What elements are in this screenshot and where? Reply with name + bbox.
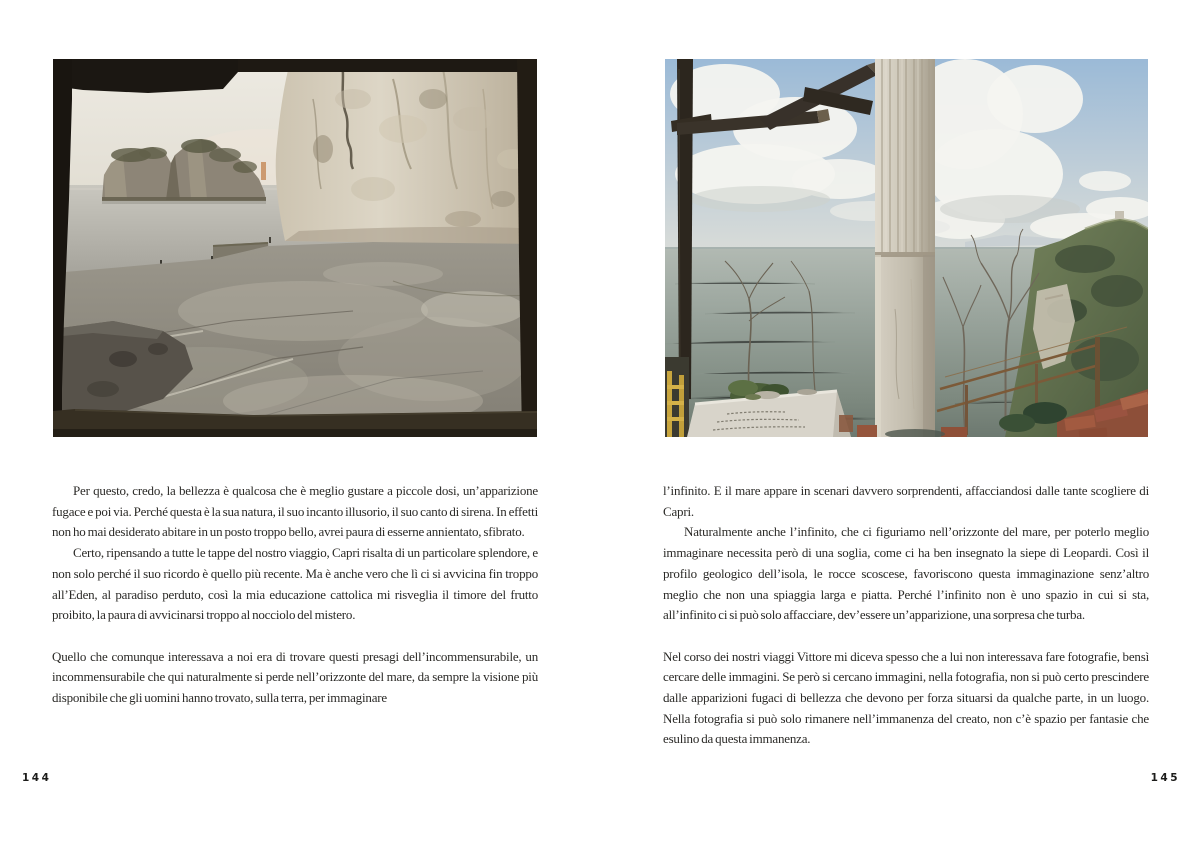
limestone-cliff	[276, 59, 537, 245]
body-text-left	[52, 481, 538, 709]
paragraph: Per questo, credo, la bellezza è qualcosa che è meglio gustare a piccole dosi, un’apparizione fugace e poi via. Perché questa è la sua natura, il suo incanto illusorio, il suo canto di sirena. In effetti non ho mai desiderato abitare in un posto troppo bello, avrei paura di esserne annientato, sfibrato.	[52, 483, 538, 540]
page-number-right: 145	[1150, 772, 1180, 784]
faraglioni-terrace-photo	[53, 59, 537, 437]
page-number-left: 144	[22, 772, 52, 784]
paragraph: Certo, ripensando a tutte le tappe del nostro viaggio, Capri risalta di un particolare splendore, e non solo perché il suo ricordo è quello più recente. Ma è anche vero che lì ci si avvicina fin troppo all’Eden, al paradiso perduto, così la mia educazione cattolica mi risveglia il timore del frutto proibito, la paura di avvicinarsi troppo al nocciolo del mistero.	[52, 545, 538, 623]
column-sea-svg	[665, 59, 1148, 437]
paragraph: Naturalmente anche l’infinito, che ci figuriamo nell’orizzonte del mare, per poterlo meglio immaginare necessita però di una soglia, come ci ha ben insegnato la siepe di Leopardi. Così il profilo geologico dell’isola, le rocce scoscese, favoriscono questa immaginazione senz’altro meglio che non una spiaggia larga e piatta. Perché l’infinito non è uno spazio in cui si sta, all’infinito ci si può solo affacciare, dev’essere un’apparizione, una sorpresa che turba.	[663, 524, 1149, 623]
column-sea-photo	[665, 59, 1148, 437]
column	[875, 59, 935, 437]
faraglioni-terrace-svg	[53, 59, 537, 437]
paragraph: Nel corso dei nostri viaggi Vittore mi diceva spesso che a lui non interessava fare fotografie, bensì cercare delle immagini. Se però si cercano immagini, nella fotografia, non si può certo prescindere dalle apparizioni fugaci di bellezza che devono per forza situarsi da qualche parte, in un luogo. Nella fotografia si può solo rimanere nell’immanenza del creato, non c’è spazio per fantasie che esulino da questa immanenza.	[663, 648, 1149, 747]
body-text-right	[663, 481, 1149, 750]
paragraph: Quello che comunque interessava a noi era di trovare questi presagi dell’incommensurabile, un incommensurabile che qui naturalmente si perde nell’orizzonte del mare, da sempre la visione più disponibile che gli uomini hanno trovato, sulla terra, per immaginare	[52, 648, 538, 706]
paragraph: l’infinito. E il mare appare in scenari davvero sorprendenti, affacciandosi dalle tante scogliere di Capri.	[663, 483, 1149, 519]
